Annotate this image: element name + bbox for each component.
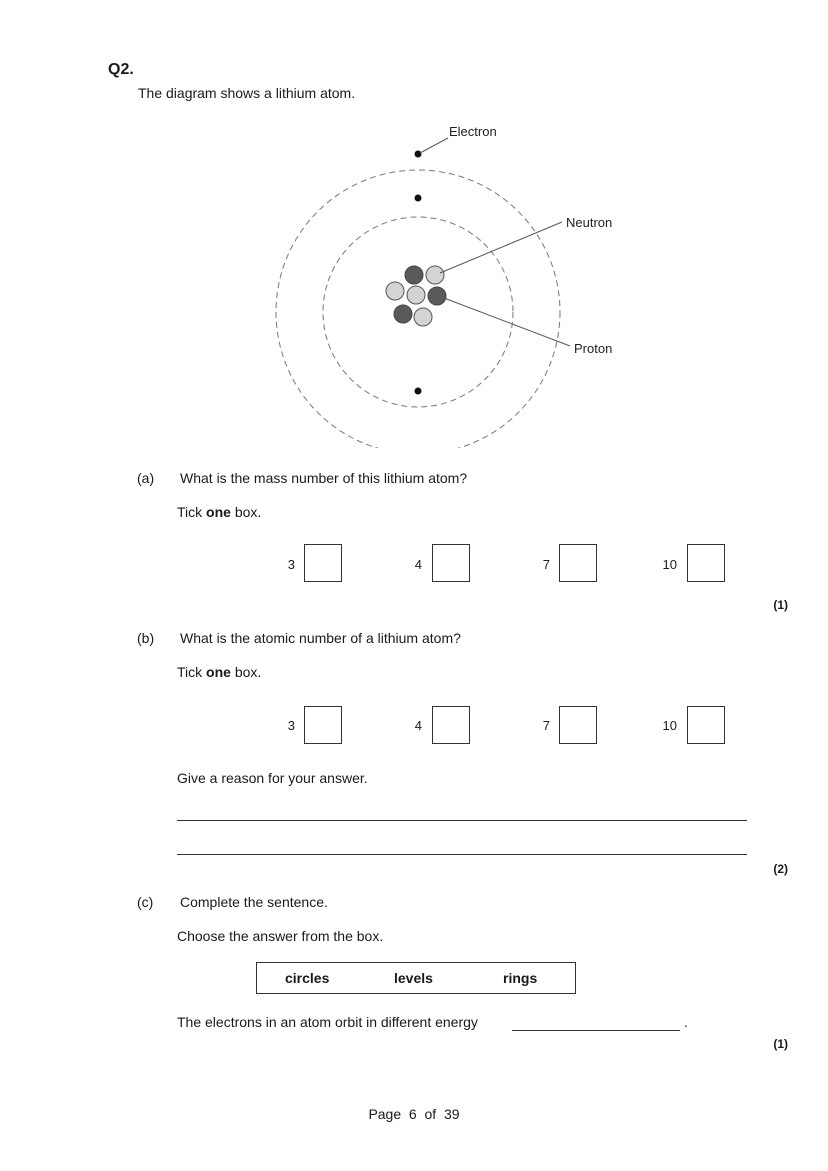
part-b-option-7-label: 7: [542, 718, 550, 733]
nucleon-neutron: [428, 287, 446, 305]
part-b-tickbox-7[interactable]: [559, 706, 597, 744]
nucleon-proton: [386, 282, 404, 300]
part-a-question: What is the mass number of this lithium atom?: [180, 470, 468, 486]
lithium-atom-diagram: [260, 118, 640, 448]
part-c-instruction: Choose the answer from the box.: [177, 928, 384, 944]
completion-sentence: The electrons in an atom orbit in different energy: [177, 1014, 478, 1030]
nucleon-proton: [414, 308, 432, 326]
question-number: Q2.: [108, 61, 134, 78]
part-a-tickbox-7[interactable]: [559, 544, 597, 582]
sentence-end-punct: .: [684, 1014, 688, 1030]
sentence-blank-line[interactable]: [512, 1030, 680, 1031]
neutron-leader-line: [440, 222, 562, 273]
part-b-question: What is the atomic number of a lithium atom?: [180, 630, 461, 646]
page-footer: [0, 1106, 828, 1122]
part-b-option-4-label: 4: [414, 718, 422, 733]
part-b-instruction: Tick one box.: [177, 664, 262, 680]
page-current: 6: [408, 1106, 417, 1122]
part-b-reason-prompt: Give a reason for your answer.: [177, 770, 368, 786]
answer-line-1[interactable]: [177, 820, 747, 821]
part-a-marks: (1): [773, 598, 788, 612]
word-choice-circles: circles: [285, 970, 330, 986]
part-a-option-3-label: 3: [287, 557, 295, 572]
nucleon-proton: [426, 266, 444, 284]
part-a-instruction: Tick one box.: [177, 504, 262, 520]
part-b-option-3-label: 3: [287, 718, 295, 733]
part-a-option-4-label: 4: [414, 557, 422, 572]
electron-leader-line: [420, 138, 448, 153]
word-choice-levels: levels: [394, 970, 433, 986]
proton-leader-line: [444, 298, 570, 346]
part-a-label: (a): [137, 470, 155, 486]
part-b-tickbox-3[interactable]: [304, 706, 342, 744]
part-b-tickbox-10[interactable]: [687, 706, 725, 744]
part-b-label: (b): [137, 630, 155, 646]
electron-inner-bottom: [415, 388, 422, 395]
neutron-label: Neutron: [566, 215, 613, 230]
part-a-option-7-label: 7: [542, 557, 550, 572]
electron-outer: [415, 151, 422, 158]
electron-inner-top: [415, 195, 422, 202]
part-b-option-10-label: 10: [662, 718, 677, 733]
part-a-option-10-label: 10: [662, 557, 677, 572]
part-a-tickbox-3[interactable]: [304, 544, 342, 582]
part-c-question: Complete the sentence.: [180, 894, 328, 910]
answer-line-2[interactable]: [177, 854, 747, 855]
proton-label: Proton: [574, 341, 613, 356]
part-c-label: (c): [137, 894, 154, 910]
part-a-tickbox-10[interactable]: [687, 544, 725, 582]
page-total: 39: [443, 1106, 460, 1122]
part-b-marks: (2): [773, 862, 788, 876]
electron-label: Electron: [449, 124, 497, 139]
nucleon-neutron: [405, 266, 423, 284]
part-b-tickbox-4[interactable]: [432, 706, 470, 744]
nucleon-proton: [407, 286, 425, 304]
nucleon-neutron: [394, 305, 412, 323]
question-intro: The diagram shows a lithium atom.: [138, 85, 356, 101]
page-of: of: [424, 1106, 437, 1122]
word-choice-rings: rings: [503, 970, 538, 986]
part-c-marks: (1): [773, 1037, 788, 1051]
page-prefix: Page: [368, 1106, 402, 1122]
part-a-tickbox-4[interactable]: [432, 544, 470, 582]
